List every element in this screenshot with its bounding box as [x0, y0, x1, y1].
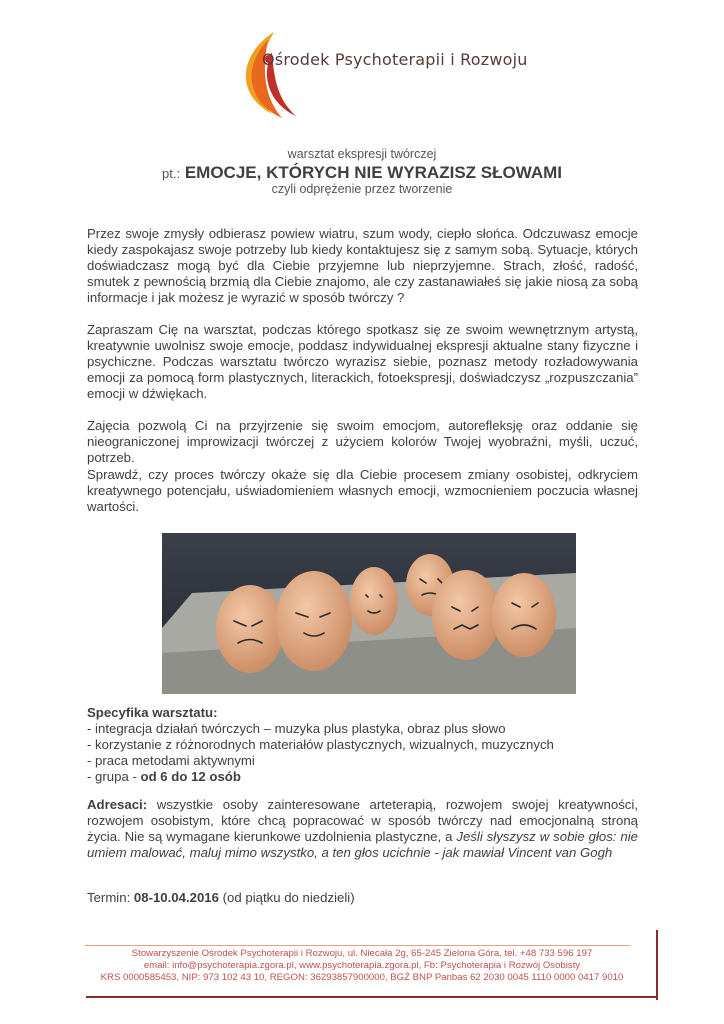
workshop-date [87, 890, 355, 905]
audience-text: wszystkie osoby zainteresowane arteterapią, rozwojem swojej kreatywności, rozwojem osobistym, które chcą popracować w sposób twórczy nad emocjonalną stroną życia. Nie są wymagane kierunkowe uzdolnienia plastyczne, a [87, 797, 638, 844]
paragraph-classes: Zajęcia pozwolą Ci na przyjrzenie się swoim emocjom, autorefleksję oraz oddanie się nieograniczonej improwizacji twórczej z użyciem kolorów Twojej wyobraźni, myśli, uczuć, potrzeb. [87, 418, 638, 465]
footer-contact: email: info@psychoterapia.zgora.pl, www.psychoterapia.zgora.pl, Fb: Psychoterapia i Rozwój Osobisty [143, 960, 581, 971]
paragraph-check: Sprawdź, czy proces twórczy okaże się dla Ciebie procesem zmiany osobistej, odkryciem kreatywnego potencjału, uświadomieniem własnych emocji, wzmocnieniem poczucia własnej wartości. [87, 467, 638, 514]
logo-text: Ośrodek Psychoterapii i Rozwoju [262, 50, 528, 69]
date-note: (od piątku do niedzieli) [218, 890, 355, 905]
date-label: Termin: [87, 890, 134, 905]
paragraph-intro: Przez swoje zmysły odbierasz powiew wiatru, szum wody, ciepło słońca. Odczuwasz emocje kiedy zaspokajasz swoje potrzeby lub kiedy kontaktujesz się z samym sobą. Sytuacje, których doświadczasz mogą być dla Ciebie przyjemne lub nieprzyjemne. Strach, złość, radość, smutek z pewnością brzmią dla Ciebie znajomo, ale czy zastanawiałeś się jakie niosą za sobą informacje i jak możesz je wyrazić w sposób twórczy ? [87, 226, 638, 305]
document-subtitle: czyli odprężenie przez tworzenie [271, 182, 453, 196]
title-main: EMOCJE, KTÓRYCH NIE WYRAZISZ SŁOWAMI [184, 163, 562, 182]
spec-item: - integracja działań twórczych – muzyka plus plastyka, obraz plus słowo [87, 721, 506, 736]
title-prefix: pt.: [162, 166, 181, 181]
logo-flame-icon [212, 22, 512, 122]
target-audience [87, 797, 638, 861]
footer-divider [85, 945, 630, 946]
workshop-spec [87, 705, 638, 785]
audience-label: Adresaci: [87, 797, 148, 812]
workshop-type: warsztat ekspresji twórczej [287, 147, 437, 161]
footer-address: Stowarzyszenie Ośrodek Psychoterapii i Rozwoju, ul. Niecała 2g, 65-245 Zielona Góra, tel. +48 733 596 197 [131, 948, 593, 959]
date-value: 08-10.04.2016 [133, 890, 219, 905]
spec-title: Specyfika warsztatu: [87, 705, 218, 720]
spec-item: - praca metodami aktywnymi [87, 753, 255, 768]
group-size: od 6 do 12 osób [140, 769, 241, 784]
van-gogh-quote: Jeśli słyszysz w sobie głos: nie umiem malować, maluj mimo wszystko, a ten głos ucichnie - jak mawiał Vincent van Gogh [87, 829, 638, 860]
spec-group [87, 769, 638, 785]
paragraph-invitation: Zapraszam Cię na warsztat, podczas którego spotkasz się ze swoim wewnętrznym artystą, kreatywnie uwolnisz swoje emocje, poddasz indywidualnej ekspresji aktualne stany fizyczne i psychiczne. Podczas warsztatu twórczo wyrazisz siebie, poznasz metody rozładowywania emocji za pomocą form plastycznych, literackich, fotoekspresji, doświadczysz „rozpuszczania” emocji w dźwiękach. [87, 322, 638, 401]
footer-border-bottom [86, 996, 658, 998]
eggs-photo [162, 533, 576, 694]
organization-logo [212, 22, 512, 122]
group-prefix: - grupa - [87, 769, 141, 784]
spec-item: - korzystanie z różnorodnych materiałów plastycznych, wizualnych, muzycznych [87, 737, 554, 752]
footer-registration: KRS 0000585453, NIP: 973 102 43 10, REGON: 36293857900000, BGŻ BNP Paribas 62 2030 0045 1110 0000 0417 9010 [100, 972, 624, 983]
document-title [0, 163, 724, 183]
